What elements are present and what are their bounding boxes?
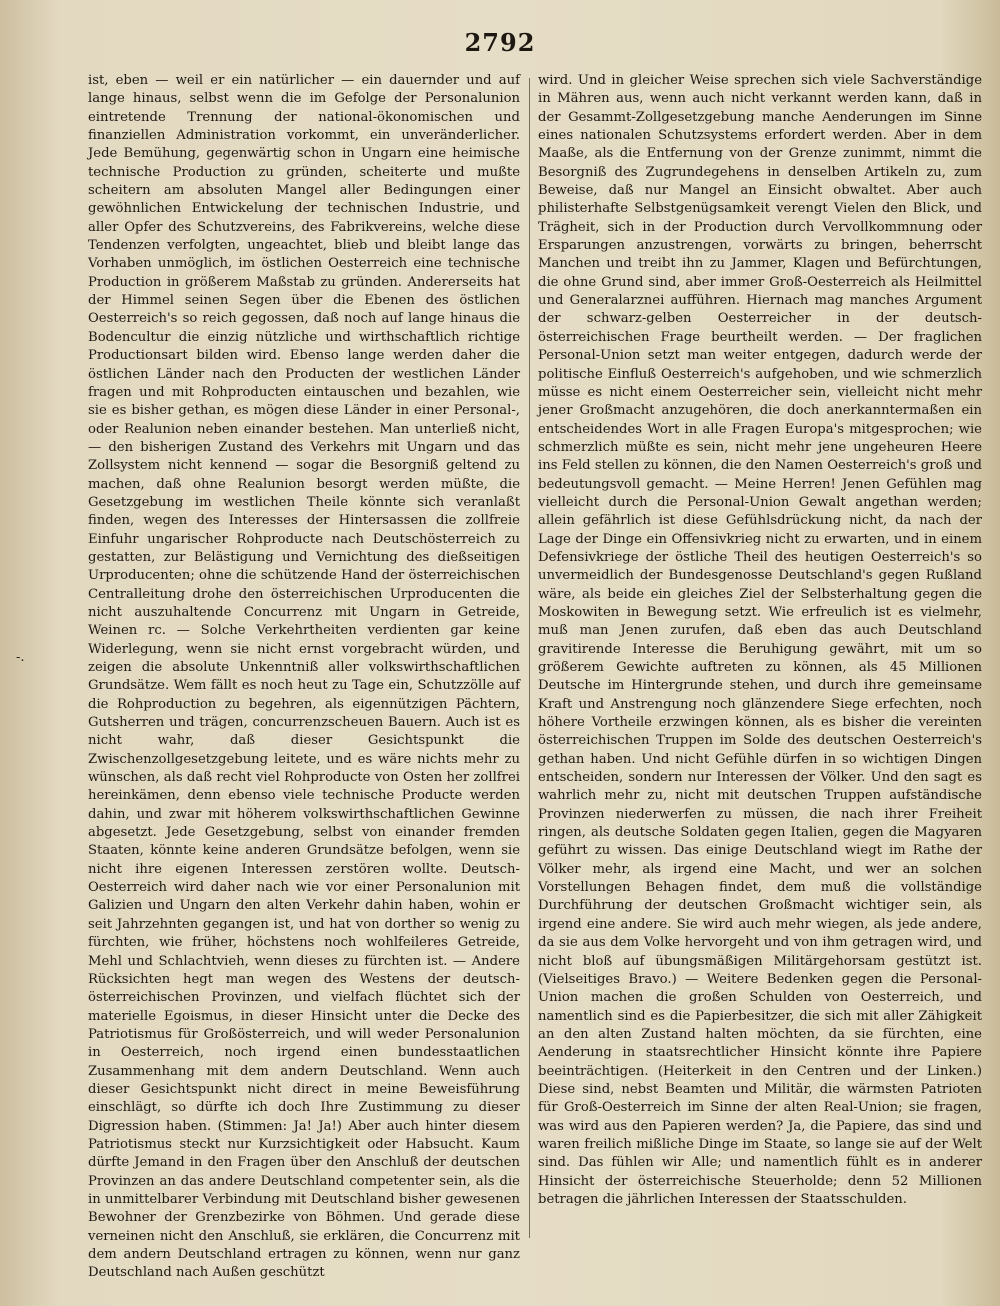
left-column-text: ist, eben — weil er ein natürlicher — ein dauernder und auf lange hinaus, selbst wenn die im Gefolge der Personalunion eintretende Trennung der national-ökonomischen und finanziellen Administration vorkommt, ein unveränderlicher. Jede Bemühung, gegenwärtig schon in Ungarn eine heimische technische Production zu gründen, scheiterte und mußte scheitern am absoluten Mangel aller Bedingungen einer gewöhnlichen Entwickelung der technischen Industrie, und aller Opfer des Schutzvereins, des Fabrikvereins, welche diese Tendenzen verfolgten, ungeachtet, blieb und bleibt lange das Vorhaben unmöglich, im östlichen Oesterreich eine technische Production in größerem Maßstab zu gründen. Andererseits hat der Himmel seinen Segen über die Ebenen des östlichen Oesterreich's so reich gegossen, daß noch auf lange hinaus die Bodencultur die einzig nützliche und wirthschaftlich richtige Productionsart bilden wird. Ebenso lange werden daher die östlichen Länder nach den Producten der westlichen Länder fragen und mit Rohproducten eintauschen und bezahlen, wie sie es bisher gethan, es mögen diese Länder in einer Personal-, oder Realunion neben einander bestehen. Man unterließ nicht, — den bisherigen Zustand des Verkehrs mit Ungarn und das Zollsystem nicht kennend — sogar die Besorgniß geltend zu machen, daß ohne Realunion besorgt werden müßte, die Gesetzgebung im westlichen Theile könnte sich veranlaßt finden, wegen des Interesses der Hintersassen die zollfreie Einfuhr ungarischer Rohproducte nach Deutschösterreich zu gestatten, zur Belästigung und Vernichtung des dießseitigen Urproducenten; ohne die schützende Hand der österreichischen Centralleitung drohe den österreichischen Urproducenten die nicht auszuhaltende Concurrenz mit Ungarn in Getreide, Weinen rc. — Solche Verkehrtheiten verdienten gar keine Widerlegung, wenn sie nicht ernst vorgebracht würden, und zeigen die absolute Unkenntniß aller volkswirthschaftlichen Grundsätze. Wem fällt es noch heut zu Tage ein, Schutzzölle auf die Rohproduction zu begehren, als eigennützigen Pächtern, Gutsherren und trägen, concurrenzscheuen Bauern. Auch ist es nicht wahr, daß dieser Gesichtspunkt die Zwischenzollgesetzgebung leitete, und es wäre nichts mehr zu wünschen, als daß recht viel Rohproducte von Osten her zollfrei hereinkämen, denn ebenso viele technische Producte werden dahin, und zwar mit höherem volkswirthschaftlichen Gewinne abgesetzt. Jede Gesetzgebung, selbst von einander fremden Staaten, könnte keine anderen Grundsätze befolgen, wenn sie nicht ihre eigenen Interessen zerstören wollte. Deutsch-Oesterreich wird daher nach wie vor einer Personalunion mit Galizien und Ungarn den alten Verkehr dahin haben, wohin er seit Jahrzehnten gegangen ist, und hat von dorther so wenig zu fürchten, wie früher, höchstens noch wohlfeileres Getreide, Mehl und Schlachtvieh, wenn dieses zu fürchten ist. — Andere Rücksichten hegt man wegen des Westens der deutsch-österreichischen Provinzen, und vielfach flüchtet sich der materielle Egoismus, in dieser Hinsicht unter die Decke des Patriotismus für Großösterreich, und will weder Personalunion in Oesterreich, noch irgend einen bundesstaatlichen Zusammenhang mit dem andern Deutschland. Wenn auch dieser Gesichtspunkt nicht direct in meine Beweisführung einschlägt, so dürfte ich doch Ihre Zustimmung zu dieser Digression haben. (Stimmen: Ja! Ja!) Aber auch hinter diesem Patriotismus steckt nur Kurzsichtigkeit oder Habsucht. Kaum dürfte Jemand in den Fragen über den Anschluß der deutschen Provinzen an das andere Deutschland competenter sein, als die in unmittelbarer Verbindung mit Deutschland bisher gewesenen Bewohner der Grenzbezirke von Böhmen. Und gerade diese verneinen nicht den Anschluß, sie erklären, die Concurrenz mit dem andern Deutschland ertragen zu können, wenn nur ganz Deutschland nach Außen geschützt bbox=[88, 73, 520, 1281]
right-column bbox=[538, 72, 982, 1262]
right-column-text: wird. Und in gleicher Weise sprechen sich viele Sachverständige in Mähren aus, wenn auch nicht verkannt werden kann, daß in der Gesammt-Zollgesetzgebung manche Aenderungen im Sinne eines nationalen Schutzsystems erfordert werden. Aber in dem Maaße, als die Entfernung von der Grenze zunimmt, nimmt die Besorgniß des Zugrundegehens in denselben Artikeln zu, zum Beweise, daß nur Mangel an Einsicht obwaltet. Aber auch philisterhafte Selbstgenügsamkeit verengt Vielen den Blick, und Trägheit, sich in der Production durch Vervollkommnung oder Ersparungen anzustrengen, vorwärts zu bringen, beherrscht Manchen und treibt ihn zu Jammer, Klagen und Befürchtungen, die ohne Grund sind, aber immer Groß-Oesterreich als Heilmittel und Generalarznei aufführen. Hiernach mag manches Argument der schwarz-gelben Oesterreicher in der deutsch-österreichischen Frage beurtheilt werden. — Der fraglichen Personal-Union setzt man weiter entgegen, dadurch werde der politische Einfluß Oesterreich's aufgehoben, und wie schmerzlich müsse es nicht einem Oesterreicher sein, vielleicht nicht mehr jener Großmacht anzugehören, die doch anerkanntermaßen ein entscheidendes Wort in alle Fragen Europa's mitgesprochen; wie schmerzlich müßte es sein, nicht mehr jene ungeheuren Heere ins Feld stellen zu können, die den Namen Oesterreich's groß und bedeutungsvoll gemacht. — Meine Herren! Jenen Gefühlen mag vielleicht durch die Personal-Union Gewalt angethan werden; allein gefährlich ist diese Gefühlsdrückung nicht, da nach der Lage der Dinge ein Offensivkrieg nicht zu erwarten, und in einem Defensivkriege der östliche Theil des heutigen Oesterreich's so unvermeidlich der Bundesgenosse Deutschland's gegen Rußland wäre, als beide ein gleiches Ziel der Selbsterhaltung gegen die Moskowiten in Bewegung setzt. Wie erfreulich ist es vielmehr, muß man Jenen zurufen, daß eben das auch Deutschland gravitirende Interesse die Beruhigung gewährt, mit um so größerem Gewichte auftreten zu können, als 45 Millionen Deutsche im Hintergrunde stehen, und durch ihre gemeinsame Kraft und Anstrengung noch glänzendere Siege erfechten, noch höhere Vortheile erzwingen können, als es bisher die vereinten österreichischen Truppen im Solde des deutschen Oesterreich's gethan haben. Und nicht Gefühle dürfen in so wichtigen Dingen entscheiden, sondern nur Interessen der Völker. Und den sagt es wahrlich mehr zu, nicht mit deutschen Truppen aufständische Provinzen niederwerfen zu müssen, die nach ihrer Freiheit ringen, als deutsche Soldaten gegen Italien, gegen die Magyaren geführt zu wissen. Das einige Deutschland wiegt im Rathe der Völker mehr, als irgend eine Macht, und wer an solchen Vorstellungen Behagen findet, dem muß die vollständige Durchführung der deutschen Großmacht wichtiger sein, als irgend eine andere. Sie wird auch mehr wiegen, als jede andere, da sie aus dem Volke hervorgeht und von ihm getragen wird, und nicht bloß auf übungsmäßigen Militärgehorsam gestützt ist. (Vielseitiges Bravo.) — Weitere Bedenken gegen die Personal-Union machen die großen Schulden von Oesterreich, und namentlich sind es die Papierbesitzer, die sich mit aller Zähigkeit an den alten Zustand halten möchten, da sie fürchten, eine Aenderung in staatsrechtlicher Hinsicht könnte ihre Papiere beeinträchtigen. (Heiterkeit in den Centren und der Linken.) Diese sind, nebst Beamten und Militär, die wärmsten Patrioten für Groß-Oesterreich im Sinne der alten Real-Union; sie fragen, was wird aus den Papieren werden? Ja, die Papiere, das sind und waren freilich mißliche Dinge im Staate, so lange sie auf der Welt sind. Das fühlen wir Alle; und namentlich fühlt es in anderer Hinsicht der österreichische Steuerholde; denn 52 Millionen betragen die jährlichen Interessen der Staatsschulden. bbox=[538, 73, 982, 1207]
page-number: 2792 bbox=[464, 28, 536, 57]
margin-mark: -. bbox=[16, 650, 25, 665]
left-column bbox=[88, 72, 520, 1281]
column-divider bbox=[529, 78, 530, 1238]
